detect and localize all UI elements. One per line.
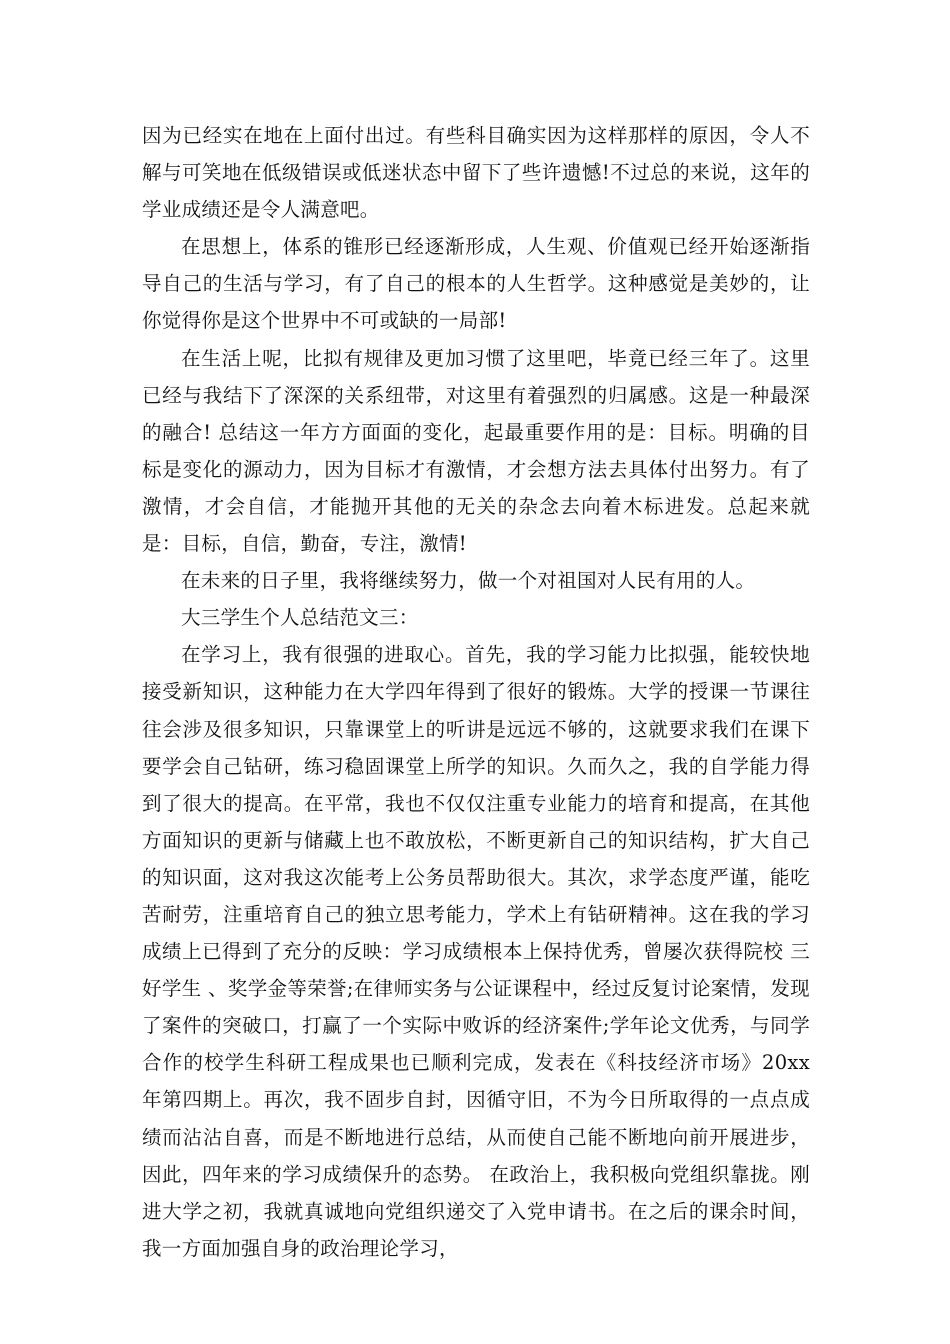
section-heading: 大三学生个人总结范文三： <box>181 606 419 630</box>
document-body <box>142 117 810 1267</box>
paragraph-life: 在生活上呢，比拟有规律及更加习惯了这里吧，毕竟已经三年了。这里已经与我结下了深深的关系纽带，对这里有着强烈的归属感。这是一种最深的融合! 总结这一年方方面面的变化，起最重要作用的是：目标。明确的目标是变化的源动力，因为目标才有激情，才会想方法去具体付出努力。有了激情，才会自信，才能抛开其他的无关的杂念去向着木标进发。总起来就是：目标，自信，勤奋，专注，激情! <box>142 346 810 556</box>
paragraph-future: 在未来的日子里，我将继续努力，做一个对祖国对人民有用的人。 <box>181 569 756 593</box>
paragraph-thought: 在思想上，体系的锥形已经逐渐形成，人生观、价值观已经开始逐渐指导自己的生活与学习，有了自己的根本的人生哲学。这种感觉是美妙的，让你觉得你是这个世界中不可或缺的一局部! <box>142 235 810 333</box>
paragraph-continuation: 因为已经实在地在上面付出过。有些科目确实因为这样那样的原因，令人不解与可笑地在低级错误或低迷状态中留下了些许遗憾!不过总的来说，这年的学业成绩还是令人满意吧。 <box>142 124 810 222</box>
paragraph-study: 在学习上，我有很强的进取心。首先，我的学习能力比拟强，能较快地接受新知识，这种能力在大学四年得到了很好的锻炼。大学的授课一节课往往会涉及很多知识，只靠课堂上的听讲是远远不够的，这就要求我们在课下要学会自己钻研，练习稳固课堂上所学的知识。久而久之，我的自学能力得到了很大的提高。在平常，我也不仅仅注重专业能力的培育和提高，在其他方面知识的更新与储藏上也不敢放松，不断更新自己的知识结构，扩大自己的知识面，这对我这次能考上公务员帮助很大。其次，求学态度严谨，能吃苦耐劳，注重培育自己的独立思考能力，学术上有钻研精神。这在我的学习成绩上已得到了充分的反映：学习成绩根本上保持优秀，曾屡次获得院校 三好学生 、奖学金等荣誉;在律师实务与公证课程中，经过反复讨论案情，发现了案件的突破口，打赢了一个实际中败诉的经济案件;学年论文优秀，与同学合作的校学生科研工程成果也已顺利完成，发表在《科技经济市场》20xx 年第四期上。再次，我不固步自封，因循守旧，不为今日所取得的一点点成绩而沾沾自喜，而是不断地进行总结，从而使自己能不断地向前开展进步，因此，四年来的学习成绩保升的态势。 在政治上，我积极向党组织靠拢。刚进大学之初，我就真诚地向党组织递交了入党申请书。在之后的课余时间，我一方面加强自身的政治理论学习， <box>142 643 810 1260</box>
